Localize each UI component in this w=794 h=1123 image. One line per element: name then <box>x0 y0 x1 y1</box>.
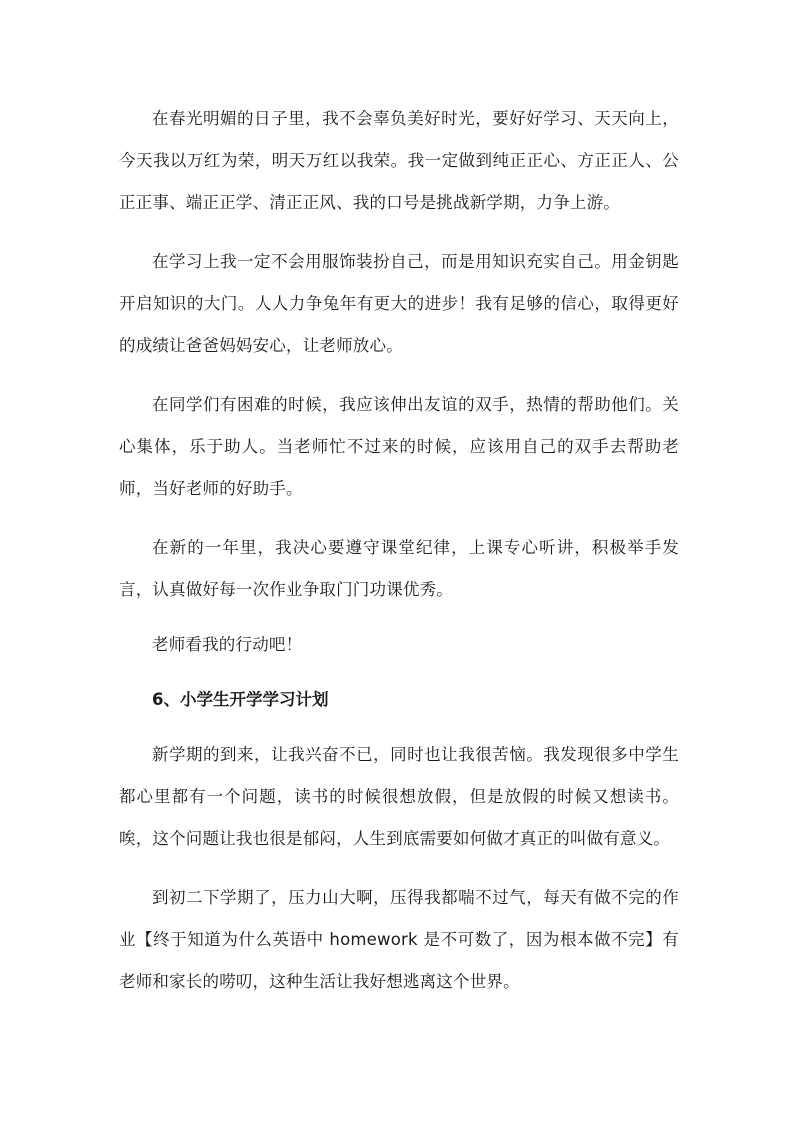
paragraph-new-semester: 新学期的到来，让我兴奋不已，同时也让我很苦恼。我发现很多中学生都心里都有一个问题，读书的时候很想放假，但是放假的时候又想读书。唉，这个问题让我也很是郁闷，人生到底需要如何做才真正的叫做有意义。 <box>119 745 679 848</box>
paragraph-helping-classmates: 在同学们有困难的时候，我应该伸出友谊的双手，热情的帮助他们。关心集体，乐于助人。当老师忙不过来的时候，应该用自己的双手去帮助老师，当好老师的好助手。 <box>119 395 679 498</box>
paragraph-closing-line: 老师看我的行动吧！ <box>152 635 303 654</box>
section-heading: 6、小学生开学学习计划 <box>152 690 329 709</box>
paragraph-study-resolution: 在学习上我一定不会用服饰装扮自己，而是用知识充实自己。用金钥匙开启知识的大门。人人力争兔年有更大的进步！我有足够的信心，取得更好的成绩让爸爸妈妈安心，让老师放心。 <box>119 252 679 355</box>
paragraph-new-year-discipline: 在新的一年里，我决心要遵守课堂纪律，上课专心听讲，积极举手发言，认真做好每一次作业争取门门功课优秀。 <box>119 538 679 599</box>
paragraph-second-grade-pressure: 到初二下学期了，压力山大啊，压得我都喘不过气，每天有做不完的作业【终于知道为什么英语中 homework 是不可数了，因为根本做不完】有老师和家长的唠叨，这种生活让我好想逃离这个世界。 <box>119 888 679 991</box>
paragraph-spring-resolution: 在春光明媚的日子里，我不会辜负美好时光，要好好学习、天天向上，今天我以万红为荣，明天万红以我荣。我一定做到纯正正心、方正正人、公正正事、端正正学、清正正风、我的口号是挑战新学期，力争上游。 <box>119 109 679 212</box>
document-page <box>119 98 679 1003</box>
